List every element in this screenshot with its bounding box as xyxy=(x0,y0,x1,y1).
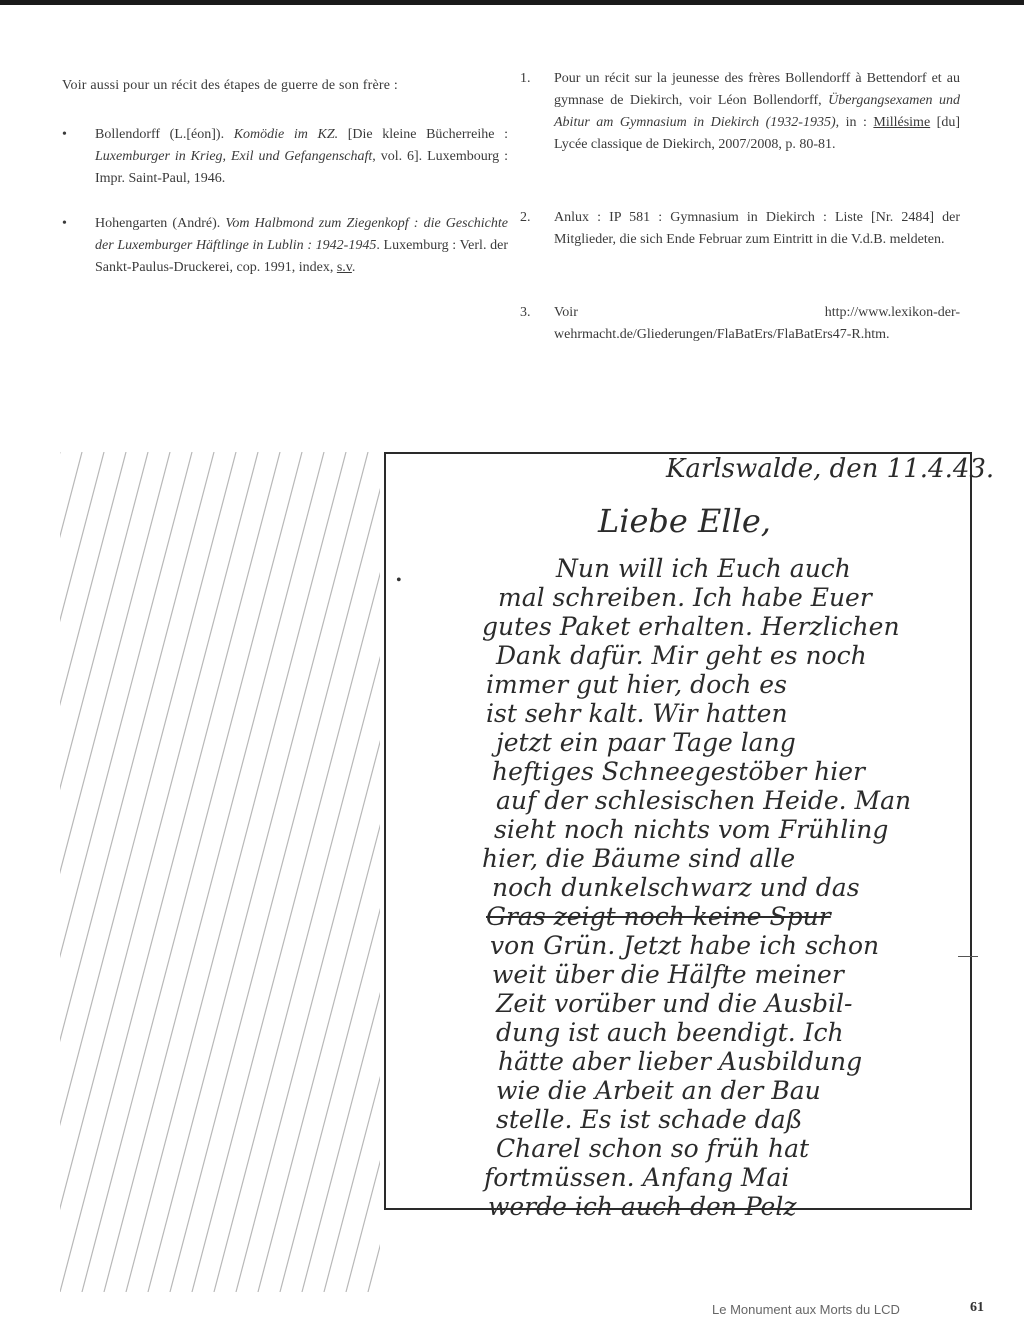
letter-line: weit über die Hälfte meiner xyxy=(492,960,844,989)
hatch-line xyxy=(324,452,380,1292)
bib-title: Komödie im KZ. xyxy=(233,127,339,142)
footnote-text: , in : xyxy=(835,115,874,130)
letter-line: Zeit vorüber und die Ausbil- xyxy=(496,989,853,1018)
letter-line: dung ist auch beendigt. Ich xyxy=(496,1018,844,1047)
letter-line: stelle. Es ist schade daß xyxy=(496,1105,803,1134)
letter-line: von Grün. Jetzt habe ich schon xyxy=(490,931,880,960)
bib-text: . Luxemburg : Verl. der Sankt-Paulus-Druckerei, cop. 1991, index, xyxy=(95,238,508,275)
bib-text: . xyxy=(351,260,356,275)
letter-line: jetzt ein paar Tage lang xyxy=(496,728,796,757)
footnote xyxy=(520,207,960,251)
bib-text: [Die kleine Bücherreihe : xyxy=(338,127,508,142)
letter-line: Nun will ich Euch auch xyxy=(556,554,851,583)
intro-text: Voir aussi pour un récit des étapes de guerre de son frère : xyxy=(62,78,398,93)
footnote-journal: Millésime xyxy=(873,115,931,130)
hatch-line xyxy=(280,452,380,1292)
bullet: • xyxy=(62,127,67,142)
bib-series: Luxemburger in Krieg, Exil und Gefangenschaft xyxy=(95,149,373,164)
running-title: Le Monument aux Morts du LCD xyxy=(712,1302,900,1317)
hatch-decoration xyxy=(60,452,380,1292)
letter-line: sieht noch nichts vom Frühling xyxy=(494,815,889,844)
footnote-text: Voir http://www.lexikon-der-wehrmacht.de/Gliederungen/FlaBatErs/FlaBatErs47-R.htm. xyxy=(554,305,960,342)
hatch-line xyxy=(214,452,380,1292)
top-rule xyxy=(0,0,1024,5)
footnote xyxy=(520,302,960,346)
letter-line: heftiges Schneegestöber hier xyxy=(492,757,865,786)
letter-line: noch dunkelschwarz und das xyxy=(492,873,860,902)
bib-author: Bollendorff (L.[éon]). xyxy=(95,127,234,142)
edge-mark xyxy=(958,956,978,957)
handwritten-letter xyxy=(384,452,995,1221)
bib-text: , vol. 6]. Luxembourg : Impr. Saint-Paul, 1946. xyxy=(95,149,508,186)
footnote-number: 2. xyxy=(520,210,531,225)
bibliography-item xyxy=(62,213,508,279)
footnote-title: Übergangsexamen und Abitur am Gymnasium in Diekirch (1932-1935) xyxy=(554,93,961,130)
letter-line: Gras zeigt noch keine Spur xyxy=(486,902,831,931)
letter-line: Charel schon so früh hat xyxy=(496,1134,810,1163)
bibliography-item xyxy=(62,124,508,190)
hatch-line xyxy=(170,452,380,1292)
page-number: 61 xyxy=(970,1300,984,1315)
letter-line: ist sehr kalt. Wir hatten xyxy=(486,699,788,728)
bib-author: Hohengarten (André). xyxy=(95,216,226,231)
letter-line: Dank dafür. Mir geht es noch xyxy=(496,641,867,670)
hatch-line xyxy=(346,452,380,1292)
letter-line: fortmüssen. Anfang Mai xyxy=(484,1163,790,1192)
footnote-text: [du] Lycée classique de Diekirch, 2007/2008, p. 80-81. xyxy=(554,115,960,152)
margin-mark-icon: • xyxy=(396,572,402,589)
letter-date: Karlswalde, den 11.4.43. xyxy=(666,454,995,484)
hatch-line xyxy=(368,452,380,1292)
footnote-text: Anlux : IP 581 : Gymnasium in Diekirch : Liste [Nr. 2484] der Mitglieder, die sich Ende Februar zum Eintritt in die V.d.B. meldeten. xyxy=(554,210,960,247)
footnote xyxy=(520,68,960,156)
letter-line: auf der schlesischen Heide. Man xyxy=(496,786,912,815)
letter-line: immer gut hier, doch es xyxy=(486,670,787,699)
bib-title: Vom Halbmond zum Ziegenkopf : die Geschichte der Luxemburger Häftlinge in Lublin : 1942-1945 xyxy=(95,216,508,253)
footnote-number: 1. xyxy=(520,71,531,86)
letter-line: mal schreiben. Ich habe Euer xyxy=(498,583,872,612)
letter-line: werde ich auch den Pelz xyxy=(488,1192,797,1221)
bib-sv: s.v xyxy=(336,260,352,275)
hatch-line xyxy=(192,452,380,1292)
letter-line: hätte aber lieber Ausbildung xyxy=(498,1047,863,1076)
letter-greeting: Liebe Elle, xyxy=(598,502,771,540)
footnote-number: 3. xyxy=(520,305,531,320)
hatch-line xyxy=(258,452,380,1292)
letter-line: hier, die Bäume sind alle xyxy=(482,844,796,873)
footnote-text: Pour un récit sur la jeunesse des frères Bollendorff à Bettendorf et au gymnase de Diekirch, voir Léon Bollendorff, xyxy=(554,71,960,108)
letter-line: gutes Paket erhalten. Herzlichen xyxy=(482,612,900,641)
bullet: • xyxy=(62,216,67,231)
letter-line: wie die Arbeit an der Bau xyxy=(496,1076,821,1105)
